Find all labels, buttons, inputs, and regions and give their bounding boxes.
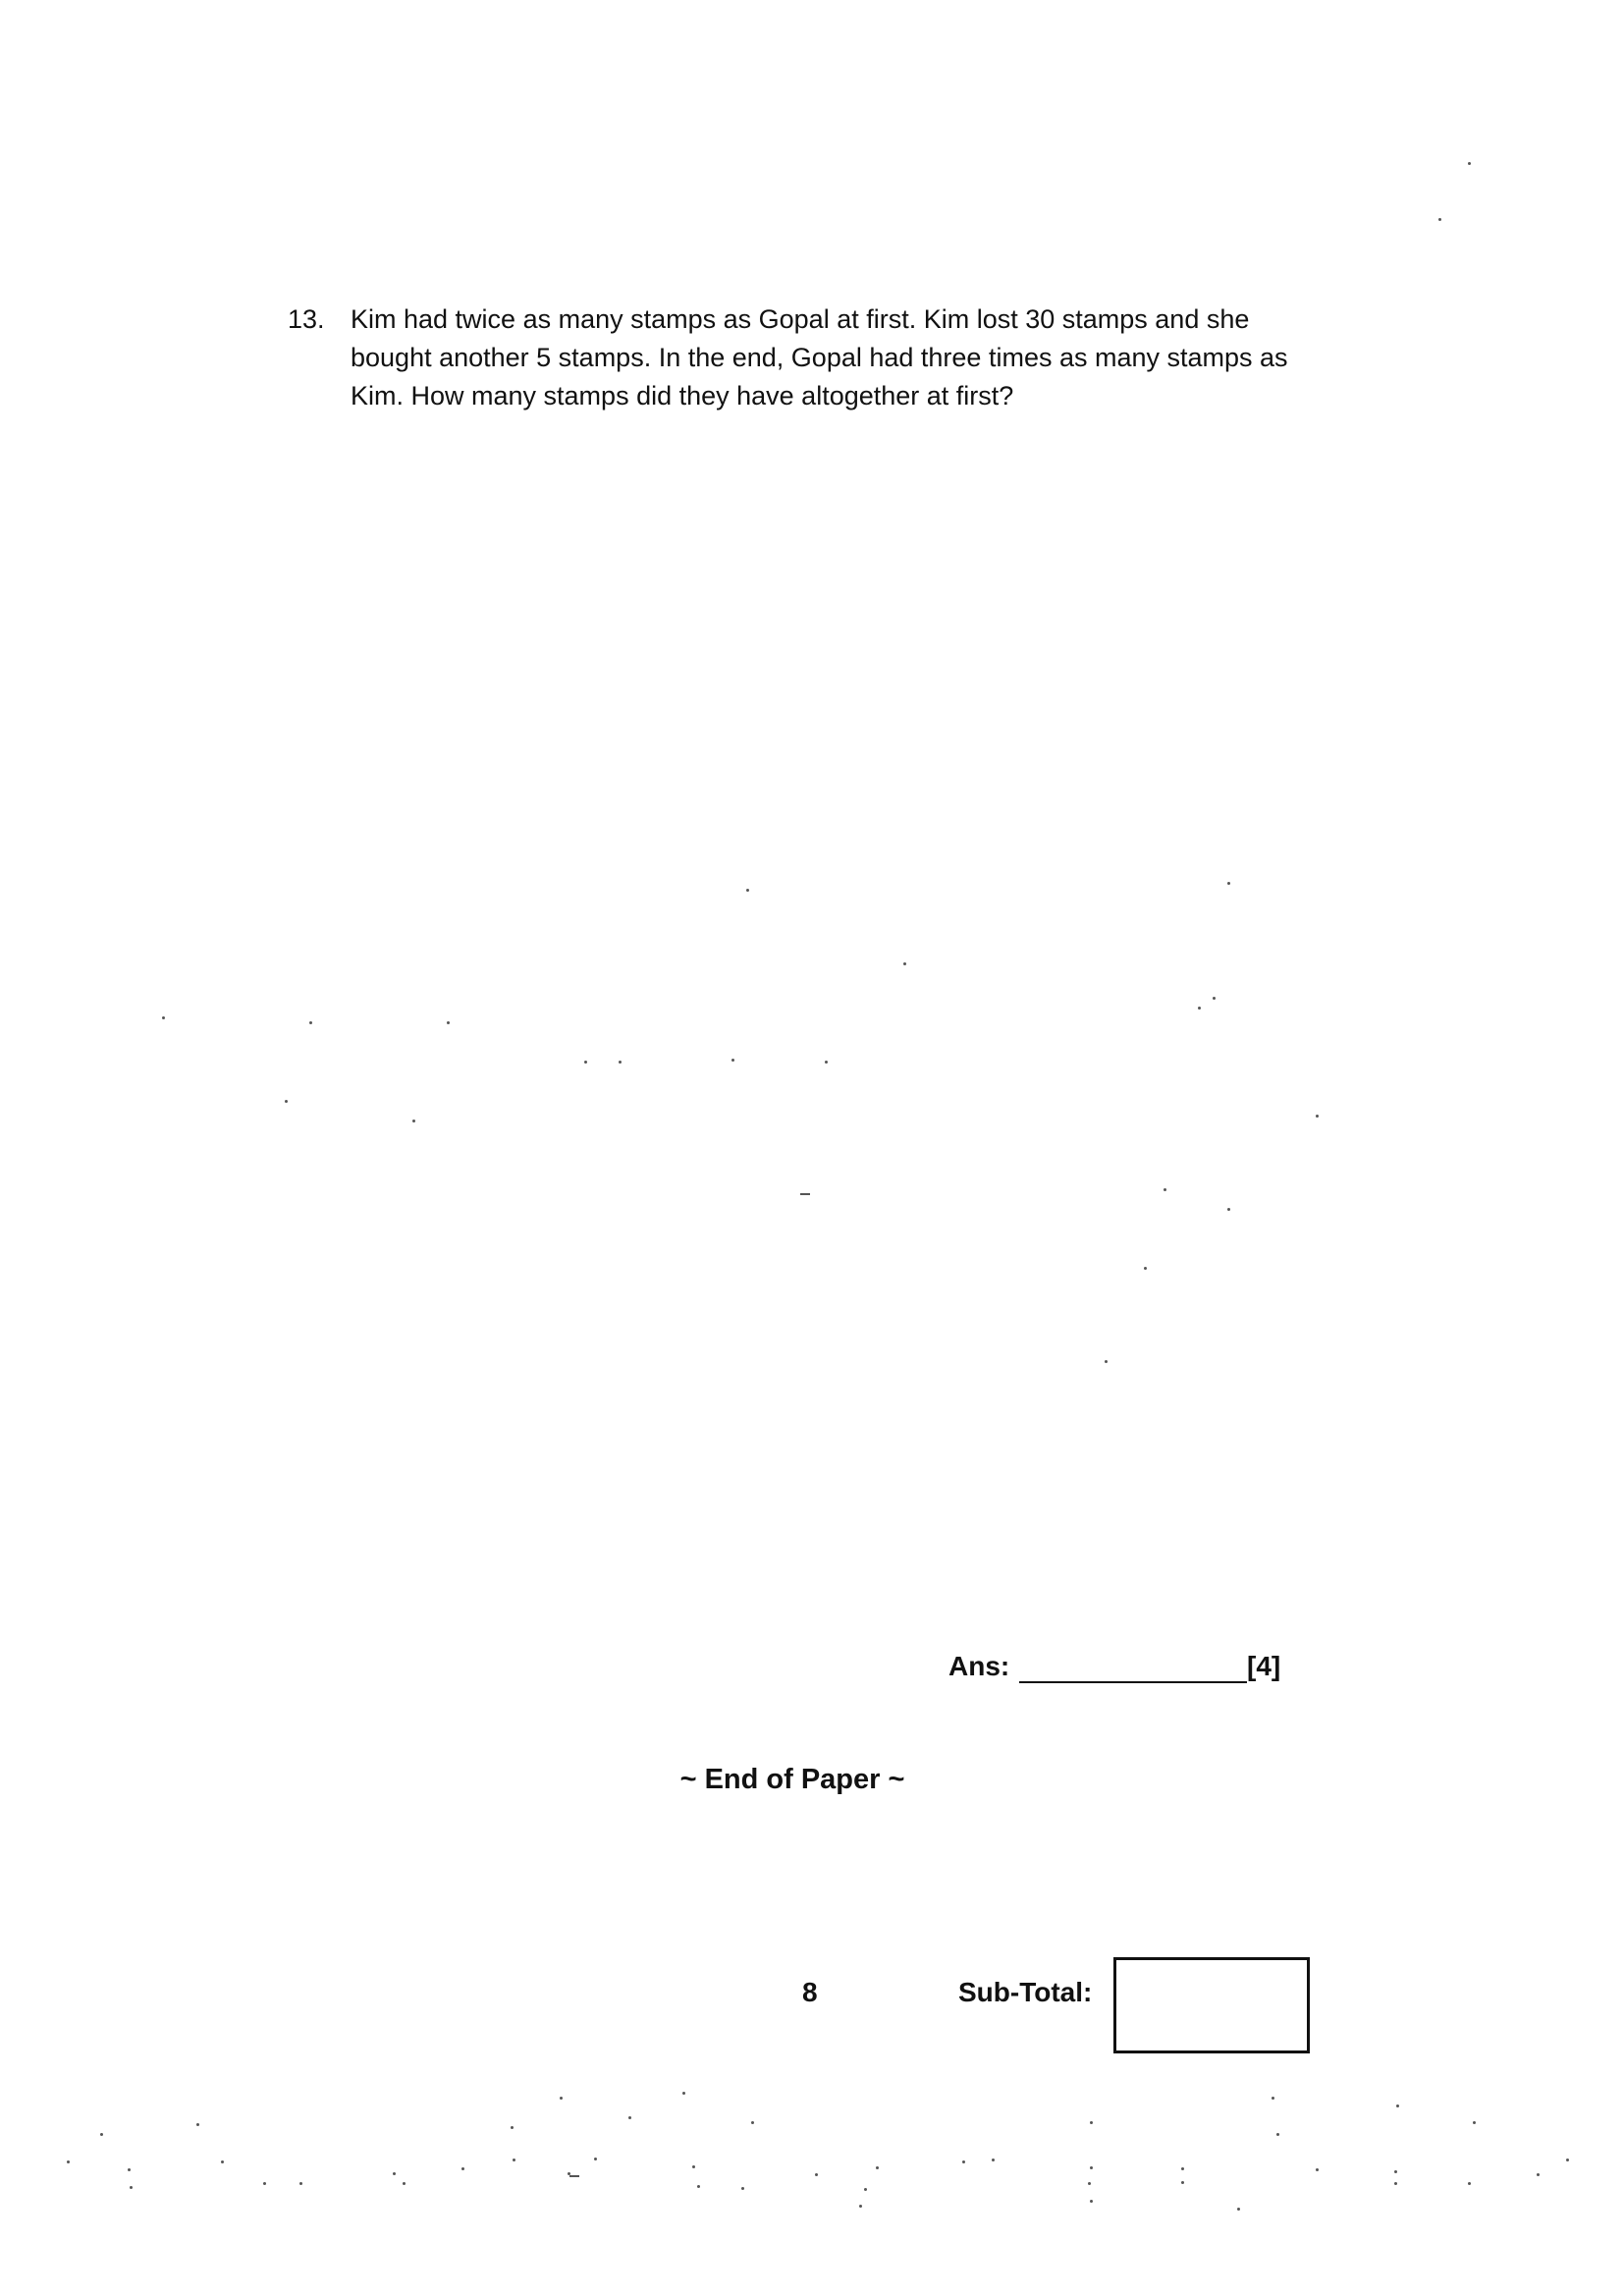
scan-speck: [1396, 2105, 1399, 2107]
scan-speck: [299, 2182, 302, 2185]
scan-speck: [1090, 2121, 1093, 2124]
scan-speck: [1164, 1188, 1166, 1191]
scan-speck: [162, 1016, 165, 1019]
scan-speck: [1105, 1360, 1108, 1363]
subtotal-box[interactable]: [1113, 1957, 1310, 2053]
scan-speck: [130, 2186, 133, 2189]
scan-speck: [1394, 2170, 1397, 2173]
scan-speck: [1276, 2133, 1279, 2136]
scan-speck: [1537, 2173, 1540, 2176]
scan-speck: [1227, 882, 1230, 885]
scan-speck: [1144, 1267, 1147, 1270]
scan-speck: [992, 2159, 995, 2161]
scan-speck: [864, 2188, 867, 2191]
scan-speck: [1473, 2121, 1476, 2124]
scan-speck: [412, 1120, 415, 1122]
scan-speck: [1088, 2182, 1091, 2185]
scan-speck: [628, 2116, 631, 2119]
scan-speck: [1181, 2181, 1184, 2184]
scan-speck: [285, 1100, 288, 1103]
scan-speck: [962, 2160, 965, 2163]
end-of-paper: ~ End of Paper ~: [679, 1764, 905, 1795]
scan-speck: [751, 2121, 754, 2124]
scan-speck: [128, 2168, 131, 2171]
scan-speck: [746, 889, 749, 892]
scan-speck: [447, 1021, 450, 1024]
scan-speck: [1394, 2182, 1397, 2185]
scan-speck: [1316, 2168, 1319, 2171]
scan-speck: [196, 2123, 199, 2126]
subtotal-label: Sub-Total:: [958, 1977, 1093, 2007]
scan-speck: [731, 1059, 734, 1062]
scan-speck: [859, 2205, 862, 2208]
scan-speck: [1316, 1115, 1319, 1118]
scan-speck: [309, 1021, 312, 1024]
scan-speck: [815, 2173, 818, 2176]
question-number: 13.: [288, 304, 325, 334]
scan-speck: [1468, 2182, 1471, 2185]
scan-speck: [825, 1061, 828, 1064]
scan-speck: [569, 2175, 579, 2177]
answer-line: [948, 1651, 1322, 1690]
scan-speck: [1566, 2159, 1569, 2161]
scan-speck: [903, 962, 906, 965]
scan-speck: [619, 1061, 622, 1064]
scan-speck: [697, 2185, 700, 2188]
scan-speck: [1090, 2200, 1093, 2203]
scan-speck: [511, 2126, 514, 2129]
scan-speck: [584, 1061, 587, 1064]
question-text: Kim had twice as many stamps as Gopal at first. Kim lost 30 stamps and she bought another 5 stamps. In the end, Gopal had three times as many stamps as Kim. How many stamps did they have altogether at first?: [351, 304, 1288, 410]
scan-speck: [1272, 2097, 1274, 2100]
scan-speck: [1213, 997, 1216, 1000]
answer-blank[interactable]: [1019, 1681, 1247, 1683]
scan-speck: [594, 2158, 597, 2160]
scan-speck: [876, 2166, 879, 2169]
page-number: 8: [802, 1977, 818, 2007]
scan-speck: [1468, 162, 1471, 165]
answer-marks: [4]: [1247, 1651, 1281, 1681]
scan-speck: [800, 1193, 810, 1195]
scan-speck: [393, 2172, 396, 2175]
scan-speck: [67, 2160, 70, 2163]
scan-speck: [1237, 2208, 1240, 2211]
scan-speck: [1227, 1208, 1230, 1211]
scan-speck: [692, 2165, 695, 2168]
scan-speck: [560, 2097, 563, 2100]
scan-speck: [1198, 1007, 1201, 1010]
scan-speck: [1181, 2167, 1184, 2170]
scan-speck: [513, 2159, 515, 2161]
scan-speck: [403, 2182, 406, 2185]
scan-speck: [100, 2133, 103, 2136]
scan-speck: [461, 2167, 464, 2170]
scan-speck: [1090, 2166, 1093, 2169]
scan-speck: [1438, 218, 1441, 221]
scan-speck: [221, 2160, 224, 2163]
answer-label: Ans:: [948, 1651, 1010, 1681]
scan-speck: [263, 2182, 266, 2185]
scan-speck: [682, 2092, 685, 2095]
scan-speck: [741, 2187, 744, 2190]
